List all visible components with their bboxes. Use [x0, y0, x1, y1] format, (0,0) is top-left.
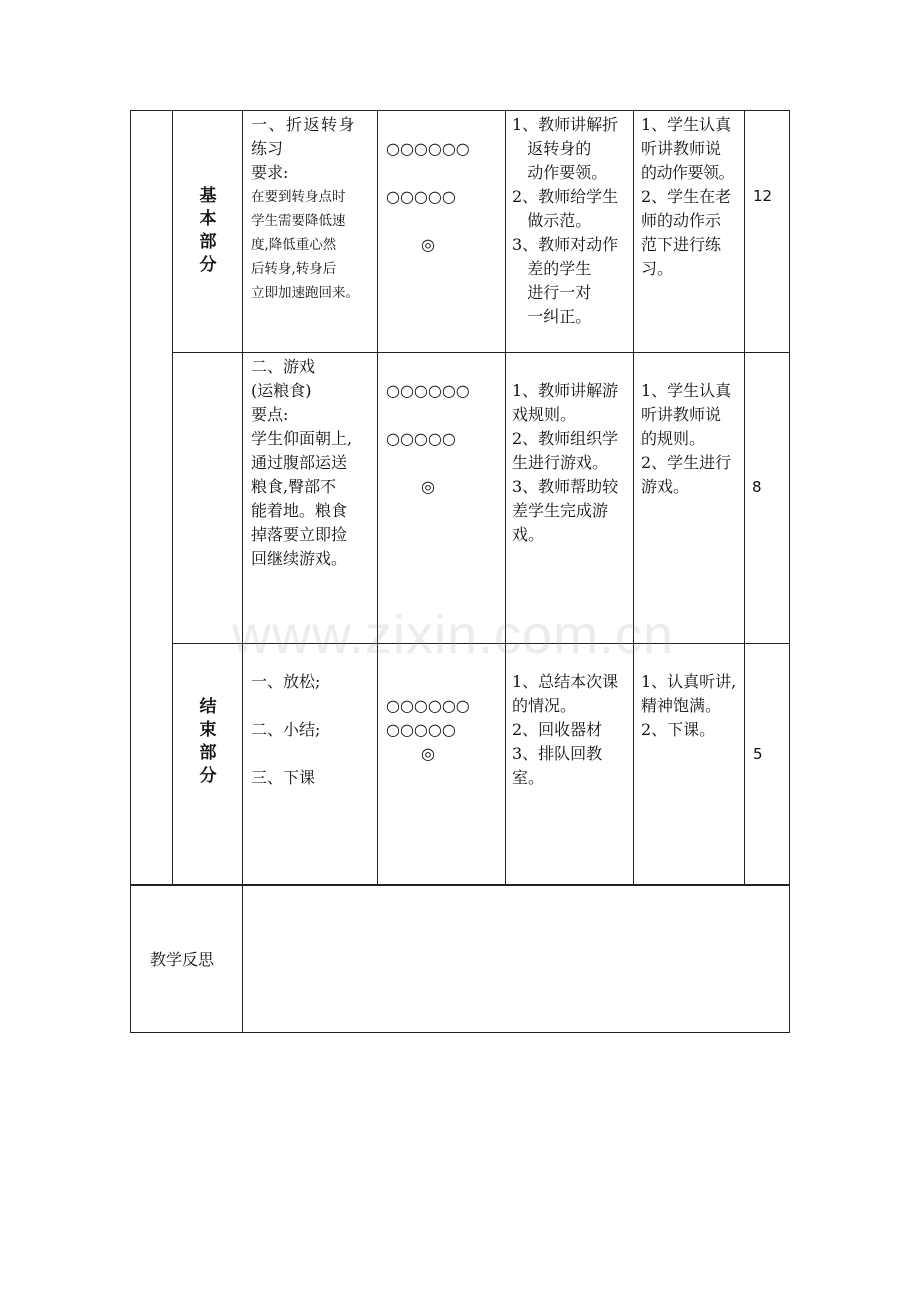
student-line: 精神饱满。	[641, 696, 722, 715]
minutes-row1: 12	[753, 187, 773, 205]
table-left-border	[130, 110, 131, 1033]
formation-line: ○○○○○	[386, 720, 456, 739]
column-divider-teacher	[633, 110, 634, 885]
student-line: 听讲教师说	[641, 139, 722, 158]
teacher-line: 做示范。	[512, 211, 592, 230]
inner-left-border	[172, 110, 173, 885]
student-line: 1、认真听讲,	[641, 672, 737, 691]
content-line: 要求:	[251, 163, 289, 182]
content-line: 度,降低重心然	[251, 237, 337, 253]
formation-line: ○○○○○	[386, 187, 456, 206]
content-line: 学生仰面朝上,	[251, 429, 353, 448]
row-divider-1	[172, 352, 790, 353]
content-line: 一、折返转身	[251, 115, 357, 134]
student-line: 1、学生认真	[641, 115, 732, 134]
content-line: 二、小结;	[251, 720, 321, 739]
formation-line: ○○○○○○	[386, 139, 470, 158]
content-line: 学生需要降低速	[251, 213, 346, 229]
teacher-line: 的情况。	[512, 696, 577, 715]
content-line: 掉落要立即捡	[251, 525, 348, 544]
column-divider-formation	[505, 110, 506, 885]
content-line: 一、放松;	[251, 672, 321, 691]
teacher-line: 2、教师给学生	[512, 187, 619, 206]
teacher-line: 差学生完成游	[512, 501, 609, 520]
teacher-line: 2、回收器材	[512, 720, 603, 739]
teacher-line: 室。	[512, 768, 545, 787]
column-divider-section	[242, 110, 243, 1032]
watermark: www.zixin.com.cn	[232, 605, 675, 665]
student-line: 2、学生在老	[641, 187, 732, 206]
student-line: 的动作要领。	[641, 163, 735, 182]
section-label-ending: 结束部分	[199, 697, 217, 786]
student-line: 的规则。	[641, 429, 706, 448]
content-line: 要点:	[251, 405, 289, 424]
teacher-line: 戏。	[512, 525, 545, 544]
formation-line: ○○○○○○	[386, 381, 470, 400]
content-line: 粮食,臀部不	[251, 477, 337, 496]
teacher-line: 差的学生	[512, 259, 592, 278]
student-line: 师的动作示	[641, 211, 722, 230]
student-line: 游戏。	[641, 477, 690, 496]
content-line: 二、游戏	[251, 357, 316, 376]
teacher-line: 1、总结本次课	[512, 672, 619, 691]
reflection-label: 教学反思	[150, 950, 215, 969]
teacher-line: 戏规则。	[512, 405, 577, 424]
teacher-line: 进行一对	[512, 283, 592, 302]
teacher-line: 2、教师组织学	[512, 429, 619, 448]
student-line: 听讲教师说	[641, 405, 722, 424]
student-line: 习。	[641, 259, 674, 278]
teacher-line: 3、教师对动作	[512, 235, 619, 254]
formation-line: ○○○○○○	[386, 696, 470, 715]
content-line: 三、下课	[251, 768, 316, 787]
teacher-line: 1、教师讲解折	[512, 115, 619, 134]
content-line: (运粮食)	[251, 381, 312, 400]
content-line: 立即加速跑回来。	[251, 285, 359, 301]
content-line: 回继续游戏。	[251, 549, 348, 568]
content-line: 后转身,转身后	[251, 261, 337, 277]
column-divider-content	[377, 110, 378, 885]
content-line: 能着地。粮食	[251, 501, 348, 520]
content-line: 练习	[251, 139, 284, 158]
formation-line: ◎	[421, 235, 435, 254]
teacher-line: 3、教师帮助较	[512, 477, 619, 496]
section-label-basic: 基本部分	[199, 186, 217, 275]
teacher-line: 一纠正。	[512, 307, 592, 326]
row-divider-3	[130, 884, 790, 886]
student-line: 范下进行练	[641, 235, 722, 254]
teacher-line: 动作要领。	[512, 163, 608, 182]
student-line: 2、下课。	[641, 720, 716, 739]
minutes-row3: 5	[753, 745, 763, 763]
table-bottom-border	[130, 1032, 790, 1033]
teacher-line: 3、排队回教	[512, 744, 603, 763]
formation-line: ◎	[421, 744, 435, 763]
column-divider-student	[744, 110, 745, 885]
teacher-line: 1、教师讲解游	[512, 381, 619, 400]
student-line: 2、学生进行	[641, 453, 732, 472]
teacher-line: 返转身的	[512, 139, 592, 158]
content-line: 通过腹部运送	[251, 453, 348, 472]
minutes-row2: 8	[752, 478, 762, 496]
teacher-line: 生进行游戏。	[512, 453, 609, 472]
table-right-border	[789, 110, 790, 1033]
table-top-border	[130, 110, 790, 111]
content-line: 在要到转身点时	[251, 189, 346, 205]
formation-line: ◎	[421, 477, 435, 496]
formation-line: ○○○○○	[386, 429, 456, 448]
student-line: 1、学生认真	[641, 381, 732, 400]
reflection-field[interactable]	[244, 887, 788, 1031]
